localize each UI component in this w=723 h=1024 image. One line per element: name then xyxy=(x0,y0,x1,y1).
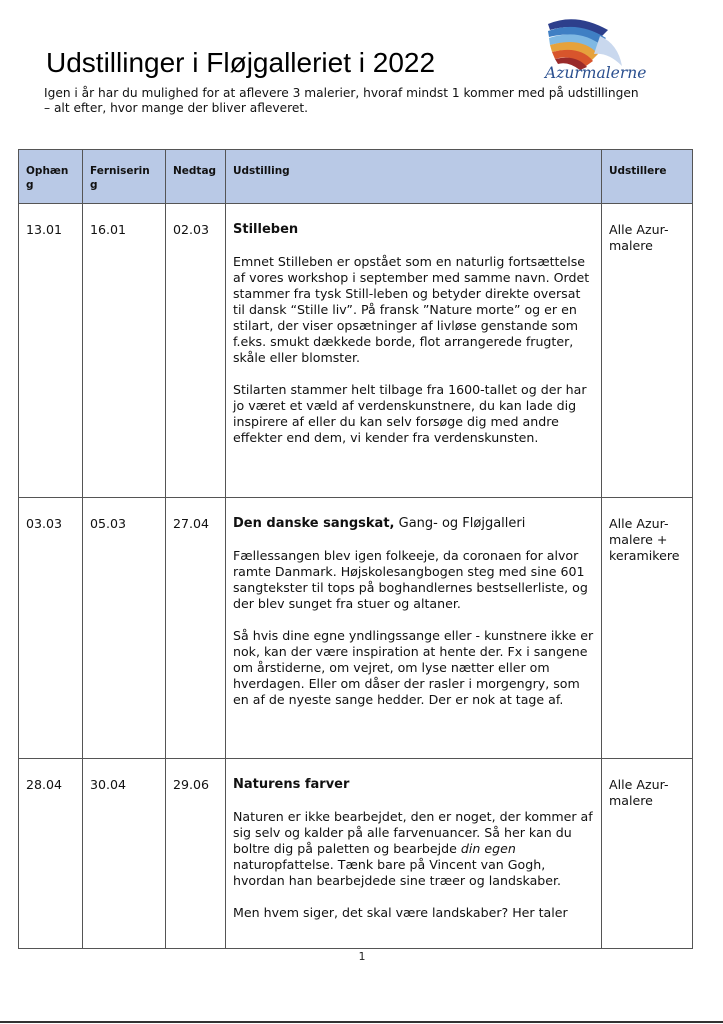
fernisering-date: 05.03 xyxy=(83,498,166,759)
exhibition-paragraph: Fællessangen blev igen folkeeje, da coronaen for alvor ramte Danmark. Højskolesangbogen steg med sine 601 sangtekster til tops på boghandlernes bestsellerliste, og der blev sunget fra stuer og altaner. xyxy=(233,548,588,611)
exhibition-cell xyxy=(226,204,602,498)
table-row xyxy=(19,498,693,759)
table-header-row xyxy=(19,150,693,204)
logo-text: Azurmalerne xyxy=(545,64,647,82)
ophaeng-date: 28.04 xyxy=(19,759,83,949)
exhibition-schedule-table xyxy=(18,149,693,949)
table-row xyxy=(19,759,693,949)
exhibition-cell xyxy=(226,759,602,949)
exhibition-paragraph: Men hvem siger, det skal være landskaber? Her taler xyxy=(233,905,568,920)
col-header-udstilling: Udstilling xyxy=(226,150,602,204)
exhibition-title-line xyxy=(233,516,594,532)
fernisering-date: 16.01 xyxy=(83,204,166,498)
col-header-udstillere: Udstillere xyxy=(602,150,693,204)
exhibitors: Alle Azur-malere + keramikere xyxy=(602,498,693,759)
exhibition-paragraph: Stilarten stammer helt tilbage fra 1600-tallet og der har jo været et væld af verdenskunstnere, du kan lade dig inspirere af eller du kan selv forsøge dig med andre effekter end dem, vi kender fra verdenskunsten. xyxy=(233,382,587,445)
col-header-ophaeng: Ophæn g xyxy=(19,150,83,204)
table-row xyxy=(19,204,693,498)
intro-text: Igen i år har du mulighed for at aflevere 3 malerier, hvoraf mindst 1 kommer med på udstillingen – alt efter, hvor mange der bliver afleveret. xyxy=(44,86,639,115)
nedtag-date: 29.06 xyxy=(166,759,226,949)
nedtag-date: 02.03 xyxy=(166,204,226,498)
ophaeng-date: 03.03 xyxy=(19,498,83,759)
exhibitors: Alle Azur-malere xyxy=(602,759,693,949)
nedtag-date: 27.04 xyxy=(166,498,226,759)
azurmalerne-logo-icon xyxy=(536,14,636,94)
col-header-fernisering: Ferniserin g xyxy=(83,150,166,204)
exhibition-paragraph: Emnet Stilleben er opstået som en naturlig fortsættelse af vores workshop i september med samme navn. Ordet stammer fra tysk Still-leben og betyder direkte oversat til dansk “Stille liv”. På fransk ”Nature morte” og er en stilart, der viser opsætninger af livløse genstande som f.eks. smukt dækkede borde, flot arrangerede frugter, skåle eller blomster. xyxy=(233,254,590,365)
exhibition-title: Stilleben xyxy=(233,222,299,237)
paragraph-text: naturopfattelse. Tænk bare på Vincent van Gogh, hvordan han bearbejdede sine træer og landskaber. xyxy=(233,857,562,888)
fernisering-date: 30.04 xyxy=(83,759,166,949)
exhibition-title: Den danske sangskat, xyxy=(233,516,395,531)
ophaeng-date: 13.01 xyxy=(19,204,83,498)
exhibition-paragraph: Så hvis dine egne yndlingssange eller - kunstnere ikke er nok, kan der være inspiration at hente der. Fx i sangene om årstiderne, om vejret, om lyse nætter eller om hverdagen. Eller om dåser der rasler i morgengry, som en af de nyeste sange hedder. Der er nok at tage af. xyxy=(233,628,594,707)
page-number: 1 xyxy=(358,950,366,963)
page-title: Udstillinger i Fløjgalleriet i 2022 xyxy=(46,47,436,78)
emphasis-text: din egen xyxy=(460,841,516,856)
exhibition-title: Naturens farver xyxy=(233,777,350,792)
paragraph-text: Naturen er ikke bearbejdet, den er noget, der kommer af sig selv og kalder på alle farvenuancer. Så her kan du boltre dig på paletten og bearbejde xyxy=(233,809,593,856)
exhibition-location: Gang- og Fløjgalleri xyxy=(394,516,526,531)
exhibition-cell xyxy=(226,498,602,759)
col-header-nedtag: Nedtag xyxy=(166,150,226,204)
exhibitors: Alle Azur-malere xyxy=(602,204,693,498)
page-bottom-edge xyxy=(0,1021,723,1023)
exhibition-paragraph xyxy=(233,809,594,889)
